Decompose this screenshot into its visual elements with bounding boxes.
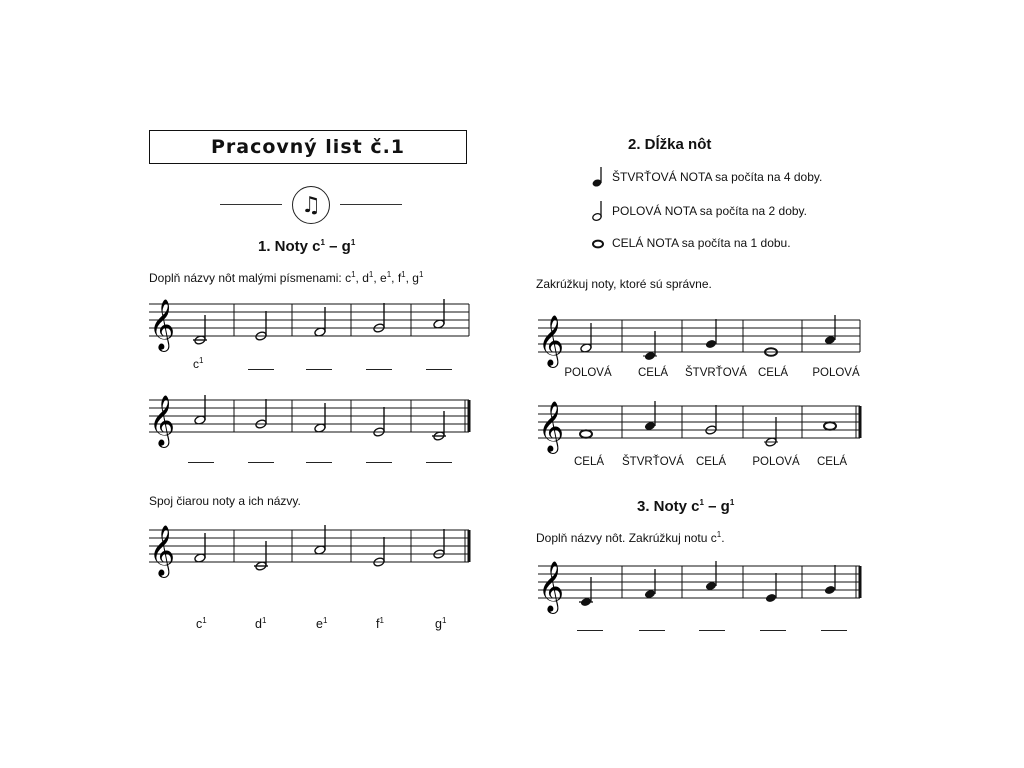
divider-left [220, 204, 282, 205]
instr-note-name: $g^1$ [412, 270, 424, 285]
right-staff3-blank-5[interactable] [821, 630, 847, 631]
row1-label-4[interactable]: CELÁ [757, 367, 789, 379]
half-note-icon [592, 200, 606, 222]
instruction-connect: Spoj čiarou noty a ich názvy. [149, 494, 301, 508]
staff-3 [149, 526, 471, 576]
right-staff3-blank-3[interactable] [699, 630, 725, 631]
row1-label-2[interactable]: CELÁ [637, 367, 669, 379]
row2-label-3[interactable]: CELÁ [695, 456, 727, 468]
treble-clef-icon: 𝄞 [538, 401, 565, 452]
section1-heading: 1. Noty $c^1 - g^1$ [258, 238, 356, 255]
staff2-blank-4[interactable] [366, 462, 392, 463]
instruction-circle-correct: Zakrúžkuj noty, ktoré sú správne. [536, 277, 712, 291]
section3-heading: 3. Noty $c^1 - g^1$ [637, 498, 735, 515]
staff2-blank-3[interactable] [306, 462, 332, 463]
staff1-blank-4[interactable] [366, 369, 392, 370]
staff2-blank-2[interactable] [248, 462, 274, 463]
treble-clef-icon: 𝄞 [538, 315, 565, 366]
legend-whole: CELÁ NOTA sa počíta na 1 dobu. [592, 236, 791, 250]
right-staff-1 [538, 316, 862, 366]
staff-1 [149, 300, 471, 350]
worksheet-title: Pracovný list č.1 [210, 136, 406, 158]
section2-heading: 2. Dĺžka nôt [628, 136, 712, 153]
whole-note-icon [592, 236, 606, 250]
row2-label-2[interactable]: ŠTVRŤOVÁ [622, 456, 684, 468]
right-staff3-blank-2[interactable] [639, 630, 665, 631]
instruction-fill-and-circle: Doplň názvy nôt. Zakrúžkuj notu $c^1$. [536, 530, 725, 545]
treble-clef-icon: 𝄞 [149, 299, 176, 350]
staff-2 [149, 396, 471, 446]
treble-clef-icon: 𝄞 [149, 395, 176, 446]
instruction-fill-names: Doplň názvy nôt malými písmenami: $c^1$, $d^1$, $e^1$, $f^1$, $g^1$ [149, 270, 424, 285]
row2-label-4[interactable]: POLOVÁ [752, 456, 800, 468]
legend-half: POLOVÁ NOTA sa počíta na 2 doby. [592, 200, 807, 222]
row1-label-1[interactable]: POLOVÁ [564, 367, 612, 379]
staff1-answer-1: $c^1$ [193, 356, 204, 371]
treble-clef-icon: 𝄞 [149, 525, 176, 576]
match-name-d[interactable]: $d^1$ [255, 616, 267, 632]
right-staff-3 [538, 562, 862, 612]
staff2-blank-1[interactable] [188, 462, 214, 463]
divider-right [340, 204, 402, 205]
instr-note-name: $e^1$ [380, 270, 392, 285]
match-name-c[interactable]: $c^1$ [196, 616, 207, 632]
quarter-note-icon [592, 166, 606, 188]
row1-label-5[interactable]: POLOVÁ [812, 367, 860, 379]
right-staff3-blank-4[interactable] [760, 630, 786, 631]
row2-label-5[interactable]: CELÁ [816, 456, 848, 468]
instr-note-name: $c^1$ [345, 270, 356, 285]
right-staff-2 [538, 402, 862, 452]
staff1-blank-5[interactable] [426, 369, 452, 370]
right-staff3-blank-1[interactable] [577, 630, 603, 631]
row2-label-1[interactable]: CELÁ [573, 456, 605, 468]
staff2-blank-5[interactable] [426, 462, 452, 463]
treble-clef-icon: 𝄞 [538, 561, 565, 612]
match-name-f[interactable]: $f^1$ [376, 616, 384, 632]
instr-note-list: $c^1$, $d^1$, $e^1$, $f^1$, $g^1$ [345, 270, 424, 285]
staff1-blank-2[interactable] [248, 369, 274, 370]
match-name-g[interactable]: $g^1$ [435, 616, 447, 632]
instr-note-name: $d^1$ [362, 270, 374, 285]
row1-label-3[interactable]: ŠTVRŤOVÁ [685, 367, 747, 379]
music-note-badge-icon: ♫ [292, 186, 330, 224]
staff1-blank-3[interactable] [306, 369, 332, 370]
legend-quarter: ŠTVRŤOVÁ NOTA sa počíta na 4 doby. [592, 166, 822, 188]
worksheet-title-box [149, 130, 467, 164]
instr-note-name: $f^1$ [397, 270, 406, 285]
match-name-e[interactable]: $e^1$ [316, 616, 328, 632]
